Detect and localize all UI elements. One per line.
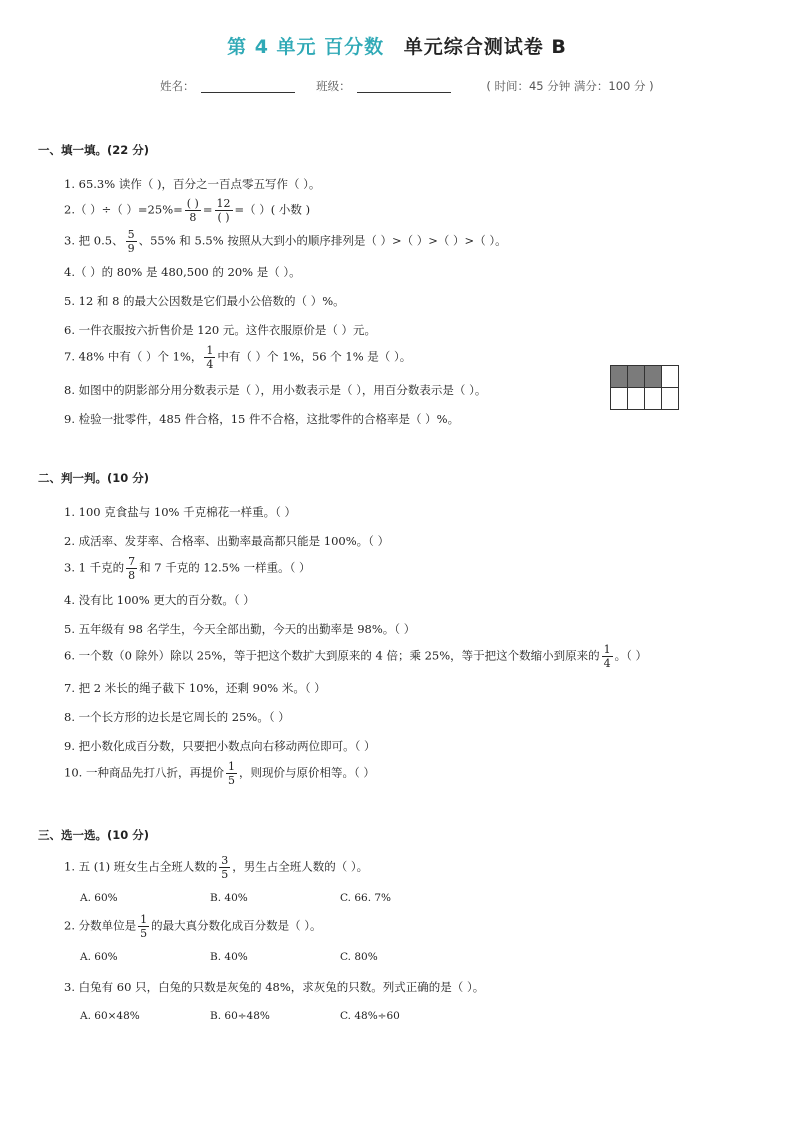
q7-lead: 7. 48% 中有（ ）个 1%， — [64, 349, 203, 364]
grid-cell — [645, 388, 662, 410]
grid-cell — [662, 388, 679, 410]
denominator: 4 — [206, 358, 214, 371]
fill-question-4: 4.（ ）的 80% 是 480,500 的 20% 是（ ）。 — [64, 265, 301, 279]
judge-question-5: 5. 五年级有 98 名学生，今天全部出勤，今天的出勤率是 98%。（ ） — [64, 622, 416, 636]
fraction — [219, 855, 230, 880]
page-title — [0, 32, 794, 59]
name-blank[interactable] — [201, 92, 295, 93]
judge-question-3 — [64, 556, 311, 581]
fill-question-3 — [64, 229, 507, 254]
denominator: 8 — [189, 211, 197, 224]
numerator: 3 — [221, 854, 229, 867]
judge-question-6 — [64, 644, 647, 669]
equals-sign: = — [202, 202, 213, 217]
choose-options-3 — [80, 1010, 470, 1022]
option-a[interactable]: A. 60% — [80, 951, 118, 963]
option-c[interactable]: C. 48%÷60 — [340, 1010, 400, 1022]
grid-cell-shaded — [628, 366, 645, 388]
cq2-lead: 2. 分数单位是 — [64, 918, 137, 933]
fraction — [126, 229, 137, 254]
option-b[interactable]: B. 60÷48% — [210, 1010, 270, 1022]
denominator: 8 — [128, 569, 136, 582]
q2-lead: 2.（ ）÷（ ）=25%= — [64, 202, 183, 217]
grid-cell — [628, 388, 645, 410]
numerator: 1 — [227, 760, 235, 773]
option-b[interactable]: B. 40% — [210, 892, 248, 904]
numerator: 5 — [127, 228, 135, 241]
judge-question-4: 4. 没有比 100% 更大的百分数。（ ） — [64, 593, 255, 607]
option-b[interactable]: B. 40% — [210, 951, 248, 963]
title-unit: 第 4 单元 百分数 — [227, 36, 385, 58]
class-label: 班级： — [316, 79, 351, 93]
jq3-tail: 和 7 千克的 12.5% 一样重。（ ） — [139, 560, 311, 575]
section-judge-heading: 二、判一判。(10 分) — [38, 471, 150, 485]
fill-question-5: 5. 12 和 8 的最大公因数是它们最小公倍数的（ ）%。 — [64, 294, 345, 308]
judge-question-7: 7. 把 2 米长的绳子截下 10%，还剩 90% 米。（ ） — [64, 681, 326, 695]
cq1-tail: ，男生占全班人数的（ ）。 — [232, 859, 369, 874]
jq6-lead: 6. 一个数（0 除外）除以 25%，等于把这个数扩大到原来的 4 倍；乘 25%，等于把这个数缩小到原来的 — [64, 648, 600, 663]
jq3-lead: 3. 1 千克的 — [64, 560, 125, 575]
q7-tail: 中有（ ）个 1%，56 个 1% 是（ ）。 — [217, 349, 412, 364]
option-a[interactable]: A. 60% — [80, 892, 118, 904]
class-blank[interactable] — [357, 92, 451, 93]
jq6-tail: 。（ ） — [614, 648, 648, 663]
q3-tail: 、55% 和 5.5% 按照从大到小的顺序排列是（ ）>（ ）>（ ）>（ ）。 — [138, 233, 507, 248]
judge-question-8: 8. 一个长方形的边长是它周长的 25%。（ ） — [64, 710, 290, 724]
jq10-lead: 10. 一种商品先打八折，再提价 — [64, 765, 224, 780]
fill-question-1: 1. 65.3% 读作（ )，百分之一百点零五写作（ ）。 — [64, 177, 321, 191]
choose-options-2 — [80, 951, 470, 963]
exam-meta: ( 时间：45 分钟 满分：100 分 ) — [486, 79, 654, 93]
choose-options-1 — [80, 892, 470, 904]
fill-question-9: 9. 检验一批零件，485 件合格，15 件不合格，这批零件的合格率是（ ）%。 — [64, 412, 460, 426]
denominator: 4 — [603, 657, 611, 670]
numerator: 7 — [128, 555, 136, 568]
judge-question-1: 1. 100 克食盐与 10% 千克棉花一样重。（ ） — [64, 505, 297, 519]
denominator: 5 — [221, 868, 229, 881]
choose-question-3: 3. 白兔有 60 只，白兔的只数是灰兔的 48%，求灰兔的只数。列式正确的是（ ）。 — [64, 980, 485, 994]
cq2-tail: 的最大真分数化成百分数是（ ）。 — [151, 918, 322, 933]
q3-lead: 3. 把 0.5、 — [64, 233, 124, 248]
choose-question-2 — [64, 914, 322, 939]
fraction — [602, 644, 613, 669]
grid-cell-shaded — [645, 366, 662, 388]
option-c[interactable]: C. 66. 7% — [340, 892, 392, 904]
fraction — [138, 914, 149, 939]
denominator: 5 — [227, 774, 235, 787]
shaded-grid-figure — [610, 365, 679, 410]
judge-question-2: 2. 成活率、发芽率、合格率、出勤率最高都只能是 100%。（ ） — [64, 534, 390, 548]
fraction — [215, 198, 233, 223]
judge-question-10 — [64, 761, 375, 786]
fraction — [126, 556, 137, 581]
option-a[interactable]: A. 60×48% — [80, 1010, 140, 1022]
judge-question-9: 9. 把小数化成百分数，只要把小数点向右移动两位即可。（ ） — [64, 739, 376, 753]
denominator: 5 — [140, 927, 148, 940]
option-c[interactable]: C. 80% — [340, 951, 378, 963]
choose-question-1 — [64, 855, 368, 880]
fill-question-2 — [64, 198, 310, 223]
numerator: 1 — [603, 643, 611, 656]
numerator: 1 — [140, 913, 148, 926]
name-label: 姓名： — [160, 79, 195, 93]
fill-question-8: 8. 如图中的阴影部分用分数表示是（ ），用小数表示是（ ），用百分数表示是（ ）。 — [64, 383, 487, 397]
numerator: 1 — [206, 344, 214, 357]
denominator: ( ) — [217, 211, 230, 224]
cq1-lead: 1. 五 (1) 班女生占全班人数的 — [64, 859, 218, 874]
jq10-tail: ，则现价与原价相等。（ ） — [238, 765, 375, 780]
fill-question-7 — [64, 345, 411, 370]
title-test: 单元综合测试卷 B — [403, 36, 567, 58]
grid-cell-shaded — [611, 366, 628, 388]
denominator: 9 — [127, 242, 135, 255]
section-choose-heading: 三、选一选。(10 分) — [38, 828, 150, 842]
fill-question-6: 6. 一件衣服按六折售价是 120 元。这件衣服原价是（ ）元。 — [64, 323, 377, 337]
fraction — [185, 198, 201, 223]
grid-cell — [611, 388, 628, 410]
numerator: 12 — [216, 197, 231, 210]
fraction — [204, 345, 215, 370]
q2-tail: =（ ）( 小数 ) — [234, 202, 311, 217]
section-fill-heading: 一、填一填。(22 分) — [38, 143, 150, 157]
info-line — [160, 78, 654, 94]
grid-cell — [662, 366, 679, 388]
numerator: ( ) — [186, 197, 199, 210]
fraction — [226, 761, 237, 786]
